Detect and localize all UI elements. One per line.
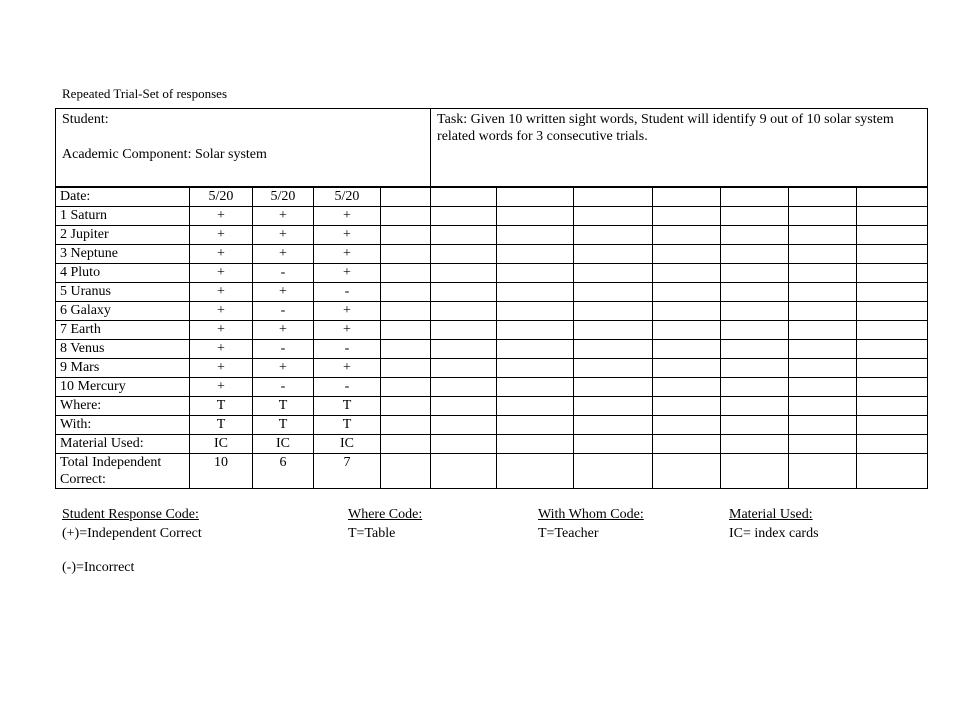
empty-cell (574, 187, 653, 207)
legend-material (729, 505, 819, 543)
empty-cell (497, 378, 574, 397)
empty-cell (497, 226, 574, 245)
empty-cell (431, 187, 497, 207)
empty-cell (857, 187, 928, 207)
empty-cell (497, 321, 574, 340)
empty-cell (431, 264, 497, 283)
empty-cell (381, 435, 431, 454)
legend-material-title: Material Used: (729, 507, 813, 522)
empty-cell (381, 378, 431, 397)
empty-cell (574, 416, 653, 435)
empty-cell (497, 435, 574, 454)
empty-cell (857, 454, 928, 489)
material-row (56, 435, 928, 454)
legend-with (538, 505, 644, 543)
empty-cell (789, 302, 857, 321)
trial-cell: - (253, 378, 314, 397)
empty-cell (574, 435, 653, 454)
trial-cell: IC (314, 435, 381, 454)
word-row (56, 283, 928, 302)
empty-cell (381, 416, 431, 435)
empty-cell (721, 454, 789, 489)
empty-cell (574, 302, 653, 321)
legend-response (62, 505, 202, 543)
trial-cell: T (314, 397, 381, 416)
empty-cell (789, 245, 857, 264)
trial-cell: + (190, 378, 253, 397)
trial-cell: - (314, 378, 381, 397)
trial-cell: IC (253, 435, 314, 454)
trial-cell: + (314, 207, 381, 226)
legend-where (348, 505, 422, 543)
trial-cell: T (190, 397, 253, 416)
empty-cell (789, 454, 857, 489)
empty-cell (857, 226, 928, 245)
empty-cell (653, 397, 721, 416)
empty-cell (721, 416, 789, 435)
trial-cell: + (314, 359, 381, 378)
trial-cell: + (190, 321, 253, 340)
empty-cell (653, 435, 721, 454)
row-label: Where: (56, 397, 190, 416)
empty-cell (497, 340, 574, 359)
legend-incorrect-line: (-)=Incorrect (62, 560, 135, 575)
trial-cell: + (314, 245, 381, 264)
empty-cell (381, 264, 431, 283)
trial-cell: - (314, 340, 381, 359)
row-label: 10 Mercury (56, 378, 190, 397)
row-label: Total Independent Correct: (56, 454, 190, 489)
row-label: 1 Saturn (56, 207, 190, 226)
empty-cell (381, 359, 431, 378)
trial-cell: + (190, 283, 253, 302)
trial-cell: - (253, 340, 314, 359)
empty-cell (431, 207, 497, 226)
empty-cell (721, 340, 789, 359)
word-row (56, 359, 928, 378)
legend-material-line: IC= index cards (729, 526, 819, 541)
empty-cell (721, 283, 789, 302)
empty-cell (431, 245, 497, 264)
empty-cell (653, 283, 721, 302)
word-row (56, 207, 928, 226)
trial-cell: 7 (314, 454, 381, 489)
empty-cell (381, 340, 431, 359)
legend-where-line: T=Table (348, 526, 396, 541)
empty-cell (497, 302, 574, 321)
empty-cell (653, 245, 721, 264)
empty-cell (789, 397, 857, 416)
word-row (56, 340, 928, 359)
row-label: 4 Pluto (56, 264, 190, 283)
legend-response-line: (+)=Independent Correct (62, 526, 202, 541)
trial-cell: + (314, 302, 381, 321)
word-row (56, 378, 928, 397)
empty-cell (497, 264, 574, 283)
empty-cell (497, 397, 574, 416)
empty-cell (653, 454, 721, 489)
row-label: 6 Galaxy (56, 302, 190, 321)
trial-cell: + (314, 321, 381, 340)
empty-cell (721, 245, 789, 264)
empty-cell (431, 397, 497, 416)
trial-cell: T (314, 416, 381, 435)
empty-cell (789, 340, 857, 359)
empty-cell (574, 378, 653, 397)
row-label: Date: (56, 187, 190, 207)
empty-cell (431, 416, 497, 435)
empty-cell (381, 207, 431, 226)
empty-cell (721, 321, 789, 340)
empty-cell (431, 302, 497, 321)
trial-cell: 5/20 (253, 187, 314, 207)
legend-where-title: Where Code: (348, 507, 423, 522)
total-row (56, 454, 928, 489)
page-heading: Repeated Trial-Set of responses (62, 86, 228, 101)
empty-cell (857, 416, 928, 435)
trial-cell: IC (190, 435, 253, 454)
empty-cell (789, 187, 857, 207)
empty-cell (789, 226, 857, 245)
trial-cell: + (253, 359, 314, 378)
empty-cell (574, 397, 653, 416)
word-row (56, 245, 928, 264)
word-row (56, 264, 928, 283)
trial-cell: + (253, 207, 314, 226)
empty-cell (381, 283, 431, 302)
legend-with-line: T=Teacher (538, 526, 599, 541)
trial-table (55, 108, 928, 489)
row-label: 7 Earth (56, 321, 190, 340)
empty-cell (653, 416, 721, 435)
empty-cell (857, 283, 928, 302)
trial-cell: + (190, 226, 253, 245)
empty-cell (653, 340, 721, 359)
empty-cell (857, 264, 928, 283)
empty-cell (574, 340, 653, 359)
empty-cell (789, 359, 857, 378)
row-label: With: (56, 416, 190, 435)
empty-cell (857, 378, 928, 397)
empty-cell (497, 187, 574, 207)
trial-cell: T (190, 416, 253, 435)
empty-cell (497, 245, 574, 264)
empty-cell (381, 245, 431, 264)
empty-cell (857, 321, 928, 340)
date-row (56, 187, 928, 207)
trial-cell: 6 (253, 454, 314, 489)
row-label: 3 Neptune (56, 245, 190, 264)
empty-cell (574, 226, 653, 245)
empty-cell (857, 435, 928, 454)
empty-cell (789, 283, 857, 302)
student-label: Student: (62, 112, 109, 127)
trial-cell: + (190, 340, 253, 359)
trial-cell: - (253, 264, 314, 283)
empty-cell (381, 397, 431, 416)
empty-cell (431, 321, 497, 340)
legend-response-title: Student Response Code: (62, 507, 199, 522)
legend-with-title: With Whom Code: (538, 507, 644, 522)
empty-cell (857, 245, 928, 264)
empty-cell (653, 264, 721, 283)
trial-cell: - (314, 283, 381, 302)
trial-cell: + (190, 359, 253, 378)
empty-cell (653, 226, 721, 245)
trial-cell: T (253, 397, 314, 416)
empty-cell (497, 283, 574, 302)
trial-cell: + (190, 207, 253, 226)
trial-cell: 10 (190, 454, 253, 489)
empty-cell (574, 245, 653, 264)
empty-cell (721, 226, 789, 245)
empty-cell (789, 207, 857, 226)
empty-cell (721, 187, 789, 207)
empty-cell (721, 378, 789, 397)
empty-cell (653, 207, 721, 226)
trial-cell: - (253, 302, 314, 321)
academic-component: Academic Component: Solar system (62, 147, 267, 162)
empty-cell (431, 359, 497, 378)
empty-cell (574, 264, 653, 283)
empty-cell (381, 226, 431, 245)
row-label: Material Used: (56, 435, 190, 454)
empty-cell (497, 359, 574, 378)
row-label: 5 Uranus (56, 283, 190, 302)
row-label: 9 Mars (56, 359, 190, 378)
empty-cell (497, 454, 574, 489)
task-cell: Task: Given 10 written sight words, Student will identify 9 out of 10 solar system related words for 3 consecutive trials. (431, 109, 928, 188)
word-row (56, 226, 928, 245)
empty-cell (653, 187, 721, 207)
empty-cell (381, 321, 431, 340)
word-row (56, 302, 928, 321)
empty-cell (431, 340, 497, 359)
empty-cell (789, 435, 857, 454)
empty-cell (721, 302, 789, 321)
empty-cell (789, 321, 857, 340)
empty-cell (431, 226, 497, 245)
empty-cell (857, 302, 928, 321)
empty-cell (721, 359, 789, 378)
empty-cell (574, 283, 653, 302)
trial-cell: + (253, 321, 314, 340)
empty-cell (381, 187, 431, 207)
empty-cell (574, 454, 653, 489)
trial-cell: + (253, 226, 314, 245)
empty-cell (721, 264, 789, 283)
empty-cell (431, 435, 497, 454)
trial-cell: + (190, 302, 253, 321)
where-row (56, 397, 928, 416)
empty-cell (653, 302, 721, 321)
empty-cell (431, 283, 497, 302)
trial-cell: + (314, 264, 381, 283)
trial-cell: 5/20 (190, 187, 253, 207)
empty-cell (857, 397, 928, 416)
empty-cell (497, 416, 574, 435)
empty-cell (789, 416, 857, 435)
trial-cell: + (253, 245, 314, 264)
trial-cell: + (190, 264, 253, 283)
empty-cell (381, 302, 431, 321)
empty-cell (381, 454, 431, 489)
header-row (56, 109, 928, 188)
empty-cell (574, 321, 653, 340)
trial-cell: + (190, 245, 253, 264)
trial-cell: + (314, 226, 381, 245)
empty-cell (574, 207, 653, 226)
word-row (56, 321, 928, 340)
trial-cell: + (253, 283, 314, 302)
empty-cell (653, 359, 721, 378)
empty-cell (857, 207, 928, 226)
empty-cell (857, 359, 928, 378)
empty-cell (857, 340, 928, 359)
empty-cell (721, 435, 789, 454)
trial-cell: T (253, 416, 314, 435)
row-label: 8 Venus (56, 340, 190, 359)
trial-cell: 5/20 (314, 187, 381, 207)
empty-cell (431, 454, 497, 489)
empty-cell (721, 397, 789, 416)
with-row (56, 416, 928, 435)
student-info-cell (56, 109, 431, 188)
empty-cell (653, 321, 721, 340)
row-label: 2 Jupiter (56, 226, 190, 245)
empty-cell (789, 264, 857, 283)
empty-cell (431, 378, 497, 397)
empty-cell (721, 207, 789, 226)
empty-cell (653, 378, 721, 397)
empty-cell (789, 378, 857, 397)
empty-cell (574, 359, 653, 378)
empty-cell (497, 207, 574, 226)
